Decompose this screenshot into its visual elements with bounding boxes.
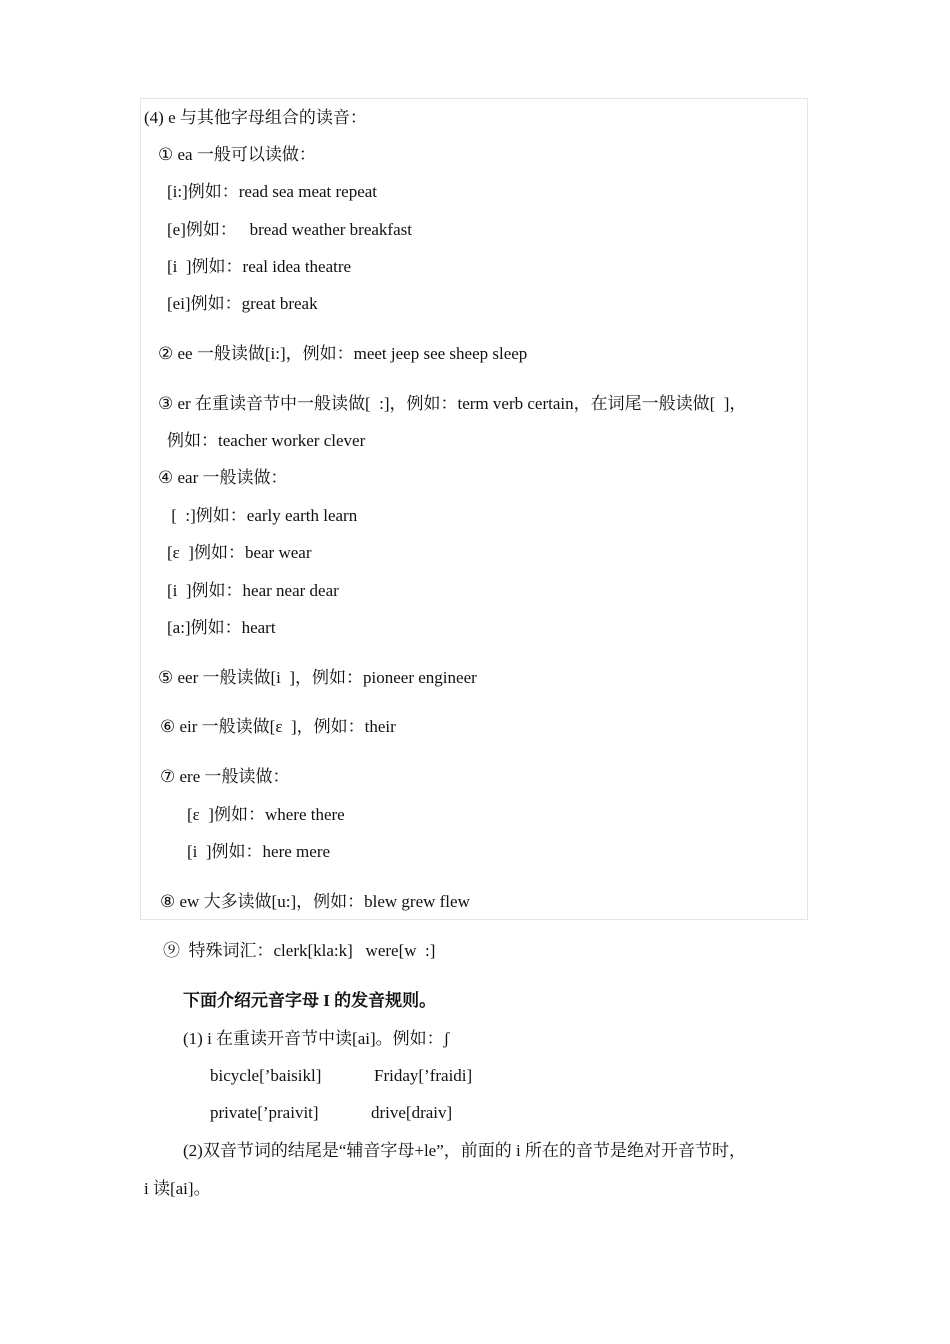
item-2: ② ee 一般读做[i:]，例如：meet jeep see sheep sleep [158,344,528,363]
item-1-example-2: [e]例如： bread weather breakfast [167,220,412,239]
item-7-example-1: [ε ]例如：where there [187,805,345,824]
rule-2-line-2: i 读[ai]。 [144,1179,211,1198]
rule-2-line-1: (2)双音节词的结尾是“辅音字母+le”，前面的 i 所在的音节是绝对开音节时， [183,1141,746,1160]
item-8: ⑧ ew 大多读做[u:]，例如：blew grew flew [160,892,470,911]
item-5: ⑤ eer 一般读做[i ]，例如：pioneer engineer [158,668,477,687]
rule-1-word-drive: drive[draiv] [371,1103,453,1122]
rule-1-word-friday: Friday[’fraidi] [374,1066,473,1085]
item-3-continuation: 例如：teacher worker clever [167,431,366,450]
section-e-heading: (4) e 与其他字母组合的读音： [144,108,367,127]
item-4-example-1: [ :]例如：early earth learn [167,506,358,525]
item-3-title: ③ er 在重读音节中一般读做[ :]，例如：term verb certain，在词尾一般读做[ ]， [158,394,747,413]
rule-1-title: (1) i 在重读开音节中读[ai]。例如：ʃ [183,1029,450,1048]
section-i-heading: 下面介绍元音字母 I 的发音规则。 [183,991,437,1010]
item-4-example-4: [a:]例如：heart [167,618,276,637]
item-1-example-4: [ei]例如：great break [167,294,318,313]
item-1-example-1: [i:]例如：read sea meat repeat [167,182,378,201]
rule-1-word-bicycle: bicycle[’baisikl] [210,1066,322,1085]
rule-1-word-private: private[’praivit] [210,1103,319,1122]
item-4-example-2: [ε ]例如：bear wear [167,543,312,562]
item-9: ⑨ 特殊词汇：clerk[kla:k] were[w :] [163,941,436,960]
item-1-title: ① ea 一般可以读做： [158,145,316,164]
item-6: ⑥ eir 一般读做[ε ]，例如：their [160,717,396,736]
item-4-title: ④ ear 一般读做： [158,468,288,487]
item-7-example-2: [i ]例如：here mere [187,842,331,861]
item-4-example-3: [i ]例如：hear near dear [167,581,339,600]
item-1-example-3: [i ]例如：real idea theatre [167,257,352,276]
item-7-title: ⑦ ere 一般读做： [160,767,290,786]
